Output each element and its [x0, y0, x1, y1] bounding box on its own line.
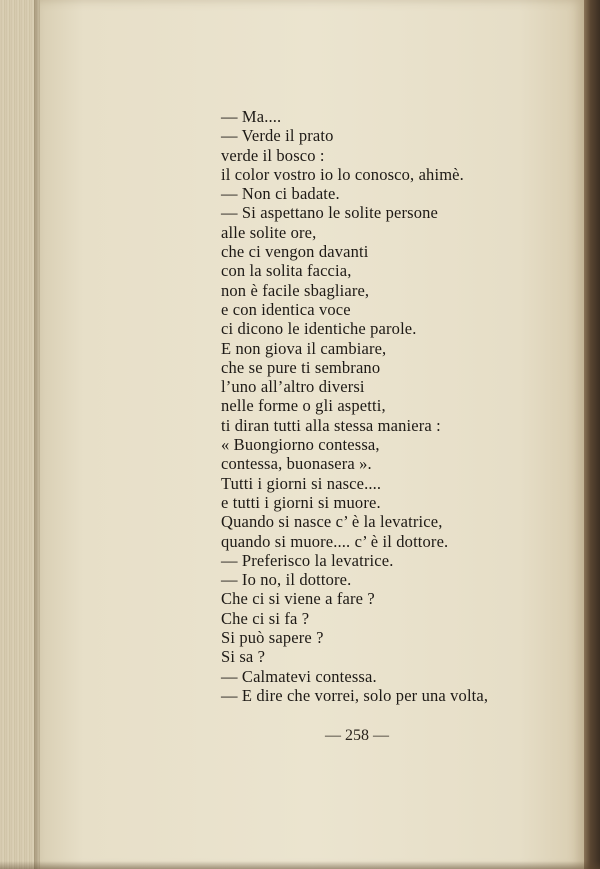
poem-line: — Calmatevi contessa. [221, 666, 377, 686]
poem-line: — Io no, il dottore. [221, 570, 352, 590]
poem-line: nelle forme o gli aspetti, [221, 396, 386, 416]
page-bottom-shadow [0, 861, 600, 869]
poem-line: Che ci si viene a fare ? [221, 589, 375, 609]
poem-line: Si sa ? [221, 647, 266, 667]
poem-line: Tutti i giorni si nasce.... [221, 473, 382, 493]
poem-line: Quando si nasce c’ è la levatrice, [221, 512, 443, 532]
poem-line: verde il bosco : [221, 145, 325, 165]
poem-line: il color vostro io lo conosco, ahimè. [221, 164, 464, 184]
poem-line: alle solite ore, [221, 222, 317, 242]
poem-line: che se pure ti sembrano [221, 357, 381, 377]
poem-line: E non giova il cambiare, [221, 338, 387, 358]
poem-line: ci dicono le identiche parole. [221, 319, 417, 339]
poem-line: — Non ci badate. [221, 184, 340, 204]
poem-line: Che ci si fa ? [221, 608, 310, 628]
poem-line: con la solita faccia, [221, 261, 352, 281]
poem-line: l’uno all’altro diversi [221, 377, 365, 397]
poem-line: — Ma.... [221, 107, 282, 126]
poem-line: ti diran tutti alla stessa maniera : [221, 415, 441, 435]
poem-line: — E dire che vorrei, solo per una volta, [221, 685, 489, 705]
poem-line: — Si aspettano le solite persone [221, 203, 438, 223]
page-number: — 258 — [325, 727, 389, 744]
book-spine-edge [584, 0, 600, 869]
poem-line: « Buongiorno contessa, [221, 435, 380, 455]
poem-line: quando si muore.... c’ è il dottore. [221, 531, 449, 551]
poem-line: che ci vengon davanti [221, 242, 369, 262]
poem-line: non è facile sbagliare, [221, 280, 370, 300]
poem-text [221, 107, 581, 705]
poem-line: e con identica voce [221, 299, 351, 319]
poem-line: — Verde il prato [221, 126, 334, 146]
poem-line: Si può sapere ? [221, 628, 324, 648]
poem-line: contessa, buonasera ». [221, 454, 372, 474]
book-page [40, 0, 584, 869]
poem-line: — Preferisco la levatrice. [221, 550, 394, 570]
poem-line: e tutti i giorni si muore. [221, 492, 381, 512]
